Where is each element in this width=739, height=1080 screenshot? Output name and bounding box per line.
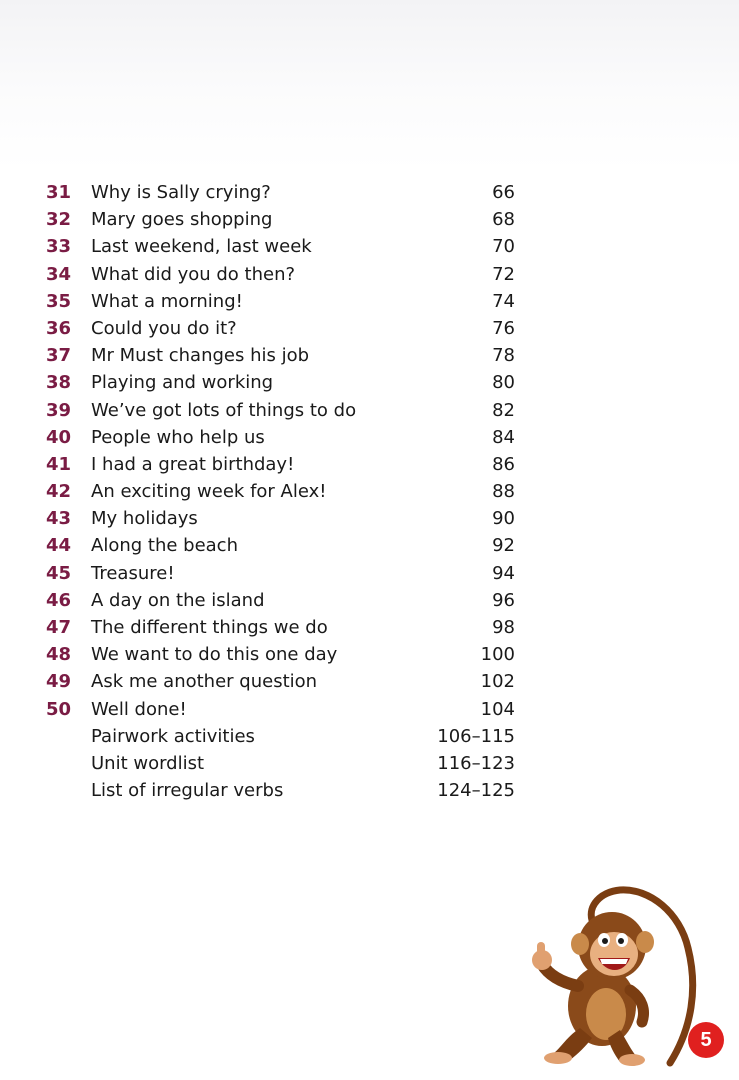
unit-title: Unit wordlist xyxy=(91,752,205,774)
toc-row[interactable] xyxy=(0,315,739,342)
page-reference: 72 xyxy=(492,263,515,285)
unit-title: What a morning! xyxy=(91,290,243,312)
page-reference: 66 xyxy=(492,182,515,203)
toc-row[interactable] xyxy=(0,288,739,315)
unit-number: 43 xyxy=(46,508,72,530)
unit-title: An exciting week for Alex! xyxy=(91,481,327,503)
unit-title: Could you do it? xyxy=(91,317,237,339)
unit-title: Well done! xyxy=(91,698,187,720)
unit-title: Playing and working xyxy=(91,372,274,394)
toc-row[interactable] xyxy=(0,723,739,750)
page-reference: 124–125 xyxy=(437,780,515,802)
unit-title: What did you do then? xyxy=(91,263,296,285)
toc-row[interactable] xyxy=(0,641,739,668)
monkey-thumb xyxy=(537,942,545,958)
page-reference: 90 xyxy=(492,508,515,530)
unit-title: Why is Sally crying? xyxy=(91,182,271,203)
unit-number: 49 xyxy=(46,671,72,693)
monkey-right-ear xyxy=(636,931,654,953)
toc-row[interactable] xyxy=(0,777,739,804)
unit-number: 41 xyxy=(46,453,72,475)
page-reference: 100 xyxy=(480,644,515,666)
page-reference: 88 xyxy=(492,481,515,503)
toc-row[interactable] xyxy=(0,668,739,695)
unit-number: 45 xyxy=(46,562,72,584)
unit-title: Last weekend, last week xyxy=(91,236,312,258)
page-reference: 76 xyxy=(492,317,515,339)
page-reference: 98 xyxy=(492,617,515,638)
page-reference: 102 xyxy=(480,671,515,693)
toc-row[interactable] xyxy=(0,261,739,288)
toc-row[interactable] xyxy=(0,478,739,505)
toc-row[interactable] xyxy=(0,369,739,396)
unit-number: 32 xyxy=(46,209,72,231)
table-of-contents xyxy=(0,179,739,804)
page-reference: 96 xyxy=(492,589,515,611)
unit-number: 31 xyxy=(46,182,72,203)
unit-number: 50 xyxy=(46,698,72,720)
unit-title: Mary goes shopping xyxy=(91,209,273,231)
toc-row[interactable] xyxy=(0,233,739,260)
page-reference: 104 xyxy=(480,698,515,720)
unit-number: 35 xyxy=(46,290,72,312)
unit-title: Pairwork activities xyxy=(91,725,255,747)
page-reference: 78 xyxy=(492,345,515,367)
toc-row[interactable] xyxy=(0,206,739,233)
unit-title: People who help us xyxy=(91,426,265,448)
unit-number: 40 xyxy=(46,426,72,448)
toc-row[interactable] xyxy=(0,424,739,451)
toc-row[interactable] xyxy=(0,532,739,559)
monkey-right-pupil xyxy=(618,938,624,944)
page-reference: 92 xyxy=(492,535,515,557)
page-reference: 82 xyxy=(492,399,515,421)
monkey-mascot-illustration xyxy=(520,878,700,1068)
page-number-badge: 5 xyxy=(688,1022,724,1058)
unit-number: 38 xyxy=(46,372,72,394)
unit-number: 46 xyxy=(46,589,72,611)
toc-row[interactable] xyxy=(0,750,739,777)
unit-title: List of irregular verbs xyxy=(91,780,284,802)
monkey-left-ear xyxy=(571,933,589,955)
monkey-teeth xyxy=(600,959,628,964)
unit-number: 42 xyxy=(46,481,72,503)
toc-row[interactable] xyxy=(0,614,739,641)
unit-number: 36 xyxy=(46,317,72,339)
page-reference: 68 xyxy=(492,209,515,231)
monkey-left-foot xyxy=(544,1052,572,1064)
unit-number: 44 xyxy=(46,535,72,557)
unit-number: 48 xyxy=(46,644,72,666)
unit-title: The different things we do xyxy=(91,617,328,638)
page-reference: 106–115 xyxy=(437,725,515,747)
unit-number: 37 xyxy=(46,345,72,367)
unit-number: 39 xyxy=(46,399,72,421)
page-reference: 94 xyxy=(492,562,515,584)
toc-row[interactable] xyxy=(0,451,739,478)
unit-title: My holidays xyxy=(91,508,198,530)
toc-row[interactable] xyxy=(0,397,739,424)
unit-title: I had a great birthday! xyxy=(91,453,295,475)
toc-row[interactable] xyxy=(0,179,739,206)
unit-title: We’ve got lots of things to do xyxy=(91,399,357,421)
unit-title: Along the beach xyxy=(91,535,238,557)
monkey-right-foot xyxy=(619,1054,645,1066)
toc-row[interactable] xyxy=(0,342,739,369)
monkey-left-pupil xyxy=(602,938,608,944)
page-reference: 80 xyxy=(492,372,515,394)
unit-title: Treasure! xyxy=(91,562,175,584)
toc-row[interactable] xyxy=(0,505,739,532)
toc-row[interactable] xyxy=(0,696,739,723)
page-reference: 70 xyxy=(492,236,515,258)
unit-number: 47 xyxy=(46,617,72,638)
page-reference: 74 xyxy=(492,290,515,312)
unit-number: 33 xyxy=(46,236,72,258)
unit-number: 34 xyxy=(46,263,72,285)
toc-row[interactable] xyxy=(0,587,739,614)
toc-row[interactable] xyxy=(0,560,739,587)
page-reference: 84 xyxy=(492,426,515,448)
page-reference: 116–123 xyxy=(437,752,515,774)
unit-title: Mr Must changes his job xyxy=(91,345,310,367)
unit-title: A day on the island xyxy=(91,589,265,611)
unit-title: We want to do this one day xyxy=(91,644,338,666)
page-reference: 86 xyxy=(492,453,515,475)
unit-title: Ask me another question xyxy=(91,671,318,693)
